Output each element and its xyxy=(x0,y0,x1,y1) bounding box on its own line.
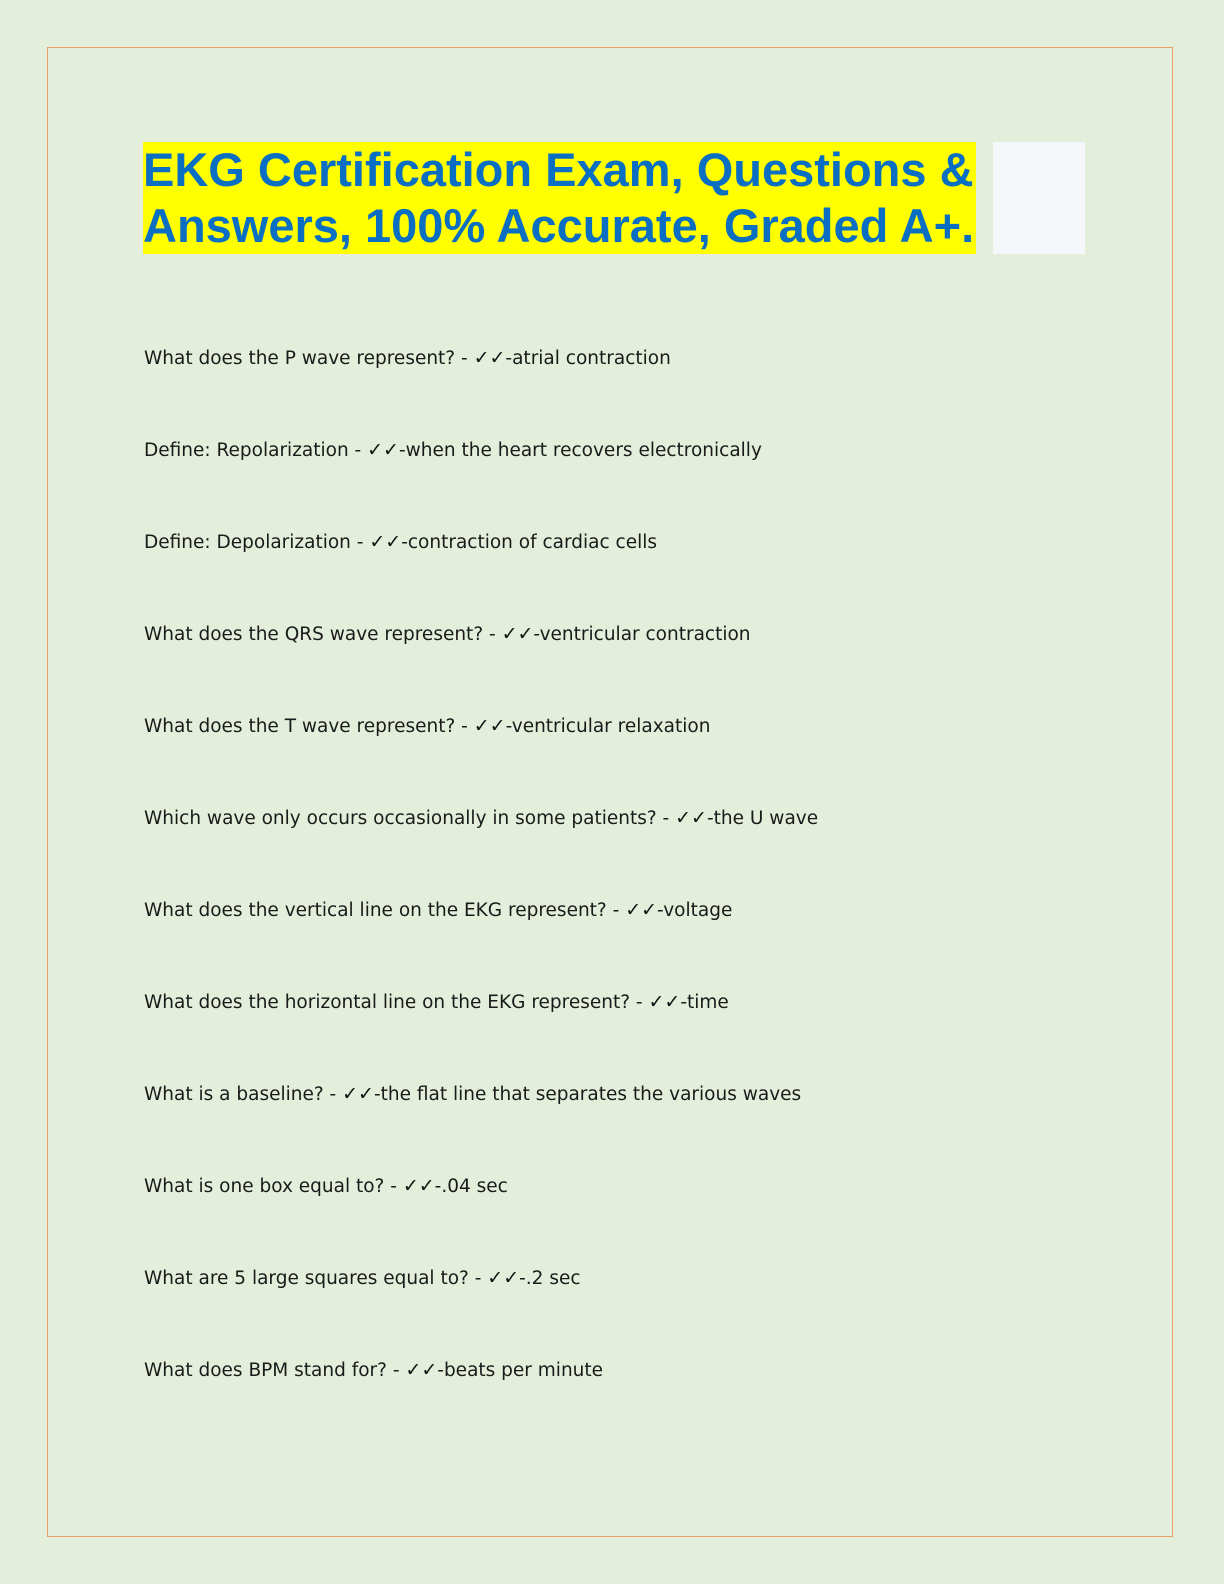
qa-item xyxy=(144,1358,603,1383)
question-text: What does the horizontal line on the EKG represent? - xyxy=(144,992,649,1013)
question-text: What does the vertical line on the EKG represent? - xyxy=(144,900,626,921)
qa-item xyxy=(144,622,751,647)
double-check-icon: ✓✓ xyxy=(487,1267,520,1289)
double-check-icon: ✓✓ xyxy=(501,623,534,645)
question-text: Which wave only occurs occasionally in some patients? - xyxy=(144,808,676,829)
double-check-icon: ✓✓ xyxy=(625,899,658,921)
answer-text: -time xyxy=(680,992,729,1013)
title-line-2: Answers, 100% Accurate, Graded A+. xyxy=(143,199,975,252)
question-text: What is one box equal to? - xyxy=(144,1176,403,1197)
question-text: What does the T wave represent? - xyxy=(144,716,474,737)
qa-item xyxy=(144,438,762,463)
question-text: What are 5 large squares equal to? - xyxy=(144,1268,488,1289)
answer-text: -the U wave xyxy=(706,808,819,829)
double-check-icon: ✓✓ xyxy=(342,1083,374,1105)
qa-item xyxy=(144,530,657,555)
answer-text: -beats per minute xyxy=(437,1360,604,1381)
title-white-box xyxy=(993,142,1085,254)
answer-text: -atrial contraction xyxy=(505,348,671,369)
double-check-icon: ✓✓ xyxy=(675,807,707,829)
answer-text: -.04 sec xyxy=(434,1176,508,1197)
question-text: What does the QRS wave represent? - xyxy=(144,624,502,645)
question-text: What does BPM stand for? - xyxy=(144,1360,406,1381)
double-check-icon: ✓✓ xyxy=(369,531,402,553)
question-text: Define: Depolarization - xyxy=(144,532,370,553)
qa-item xyxy=(144,1174,508,1199)
qa-item xyxy=(144,1266,581,1291)
double-check-icon: ✓✓ xyxy=(648,991,681,1013)
answer-text: -ventricular contraction xyxy=(533,624,751,645)
question-text: Define: Repolarization - xyxy=(144,440,368,461)
double-check-icon: ✓✓ xyxy=(473,715,506,737)
qa-item xyxy=(144,990,729,1015)
qa-item xyxy=(144,714,710,739)
double-check-icon: ✓✓ xyxy=(473,347,506,369)
answer-text: -contraction of cardiac cells xyxy=(401,532,658,553)
qa-item xyxy=(144,346,671,371)
question-text: What is a baseline? - xyxy=(144,1084,343,1105)
question-text: What does the P wave represent? - xyxy=(144,348,474,369)
answer-text: -ventricular relaxation xyxy=(505,716,711,737)
double-check-icon: ✓✓ xyxy=(367,439,399,461)
answer-text: -voltage xyxy=(657,900,733,921)
double-check-icon: ✓✓ xyxy=(402,1175,435,1197)
double-check-icon: ✓✓ xyxy=(405,1359,438,1381)
document-title xyxy=(143,142,1085,254)
answer-text: -when the heart recovers electronically xyxy=(398,440,762,461)
page-border xyxy=(47,47,1173,1537)
qa-item xyxy=(144,1082,801,1107)
answer-text: -the flat line that separates the various waves xyxy=(373,1084,802,1105)
title-line-1: EKG Certification Exam, Questions & xyxy=(143,143,974,196)
answer-text: -.2 sec xyxy=(519,1268,581,1289)
qa-item xyxy=(144,806,818,831)
qa-item xyxy=(144,898,732,923)
